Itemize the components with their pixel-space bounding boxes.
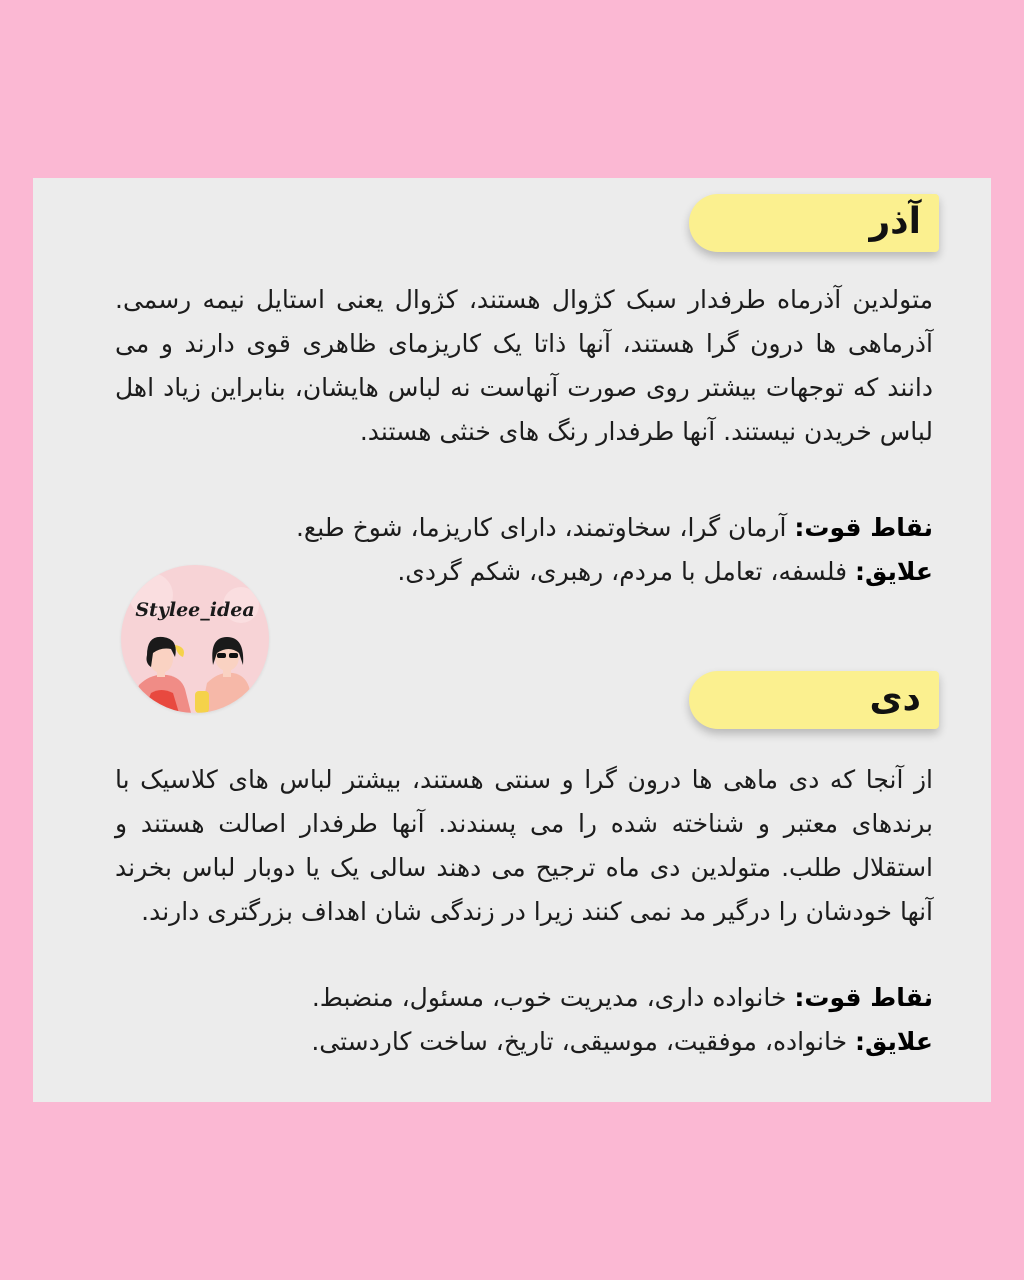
section-title: دی [869, 678, 921, 719]
strengths-text: آرمان گرا، سخاوتمند، دارای کاریزما، شوخ طبع. [295, 513, 795, 542]
interests-text: خانواده، موفقیت، موسیقی، تاریخ، ساخت کاردستی. [311, 1027, 856, 1056]
section-description: متولدین آذرماه طرفدار سبک کژوال هستند، کژوال یعنی استایل نیمه رسمی. آذرماهی ها درون گرا هستند، آنها ذاتا یک کاریزمای ظاهری قوی دارند و می دانند که توجهات بیشتر روی صورت آنهاست نه لباس هایشان، بنابراین زیاد اهل لباس خریدن نیستند. آنها طرفدار رنگ های خنثی هستند. [115, 285, 933, 446]
interests-label: علایق: [855, 1027, 933, 1056]
interests-text: فلسفه، تعامل با مردم، رهبری، شکم گردی. [397, 557, 856, 586]
strengths-line [93, 506, 933, 550]
strengths-label: نقاط قوت: [794, 513, 933, 542]
section-title: آذر [869, 201, 921, 242]
strengths-text: خانواده داری، مدیریت خوب، مسئول، منضبط. [311, 983, 795, 1012]
strengths-label: نقاط قوت: [794, 983, 933, 1012]
strengths-line [93, 976, 933, 1020]
section-description: از آنجا که دی ماهی ها درون گرا و سنتی هستند، بیشتر لباس های کلاسیک با برندهای معتبر و شناخته شده را می پسندند. آنها طرفدار اصالت هستند و استقلال طلب. متولدین دی ماه ترجیح می دهند سالی یک یا دوبار لباس بخرند آنها خودشان را درگیر مد نمی کنند زیرا در زندگی شان اهداف بزرگتری دارند. [115, 765, 933, 926]
section-title-badge [689, 194, 939, 252]
interests-label: علایق: [855, 557, 933, 586]
interests-line [93, 1020, 933, 1064]
brand-logo [121, 565, 269, 713]
logo-text: Stylee_idea [135, 599, 255, 621]
two-women-icon [121, 565, 269, 713]
section-title-badge [689, 671, 939, 729]
content-card [33, 178, 991, 1102]
